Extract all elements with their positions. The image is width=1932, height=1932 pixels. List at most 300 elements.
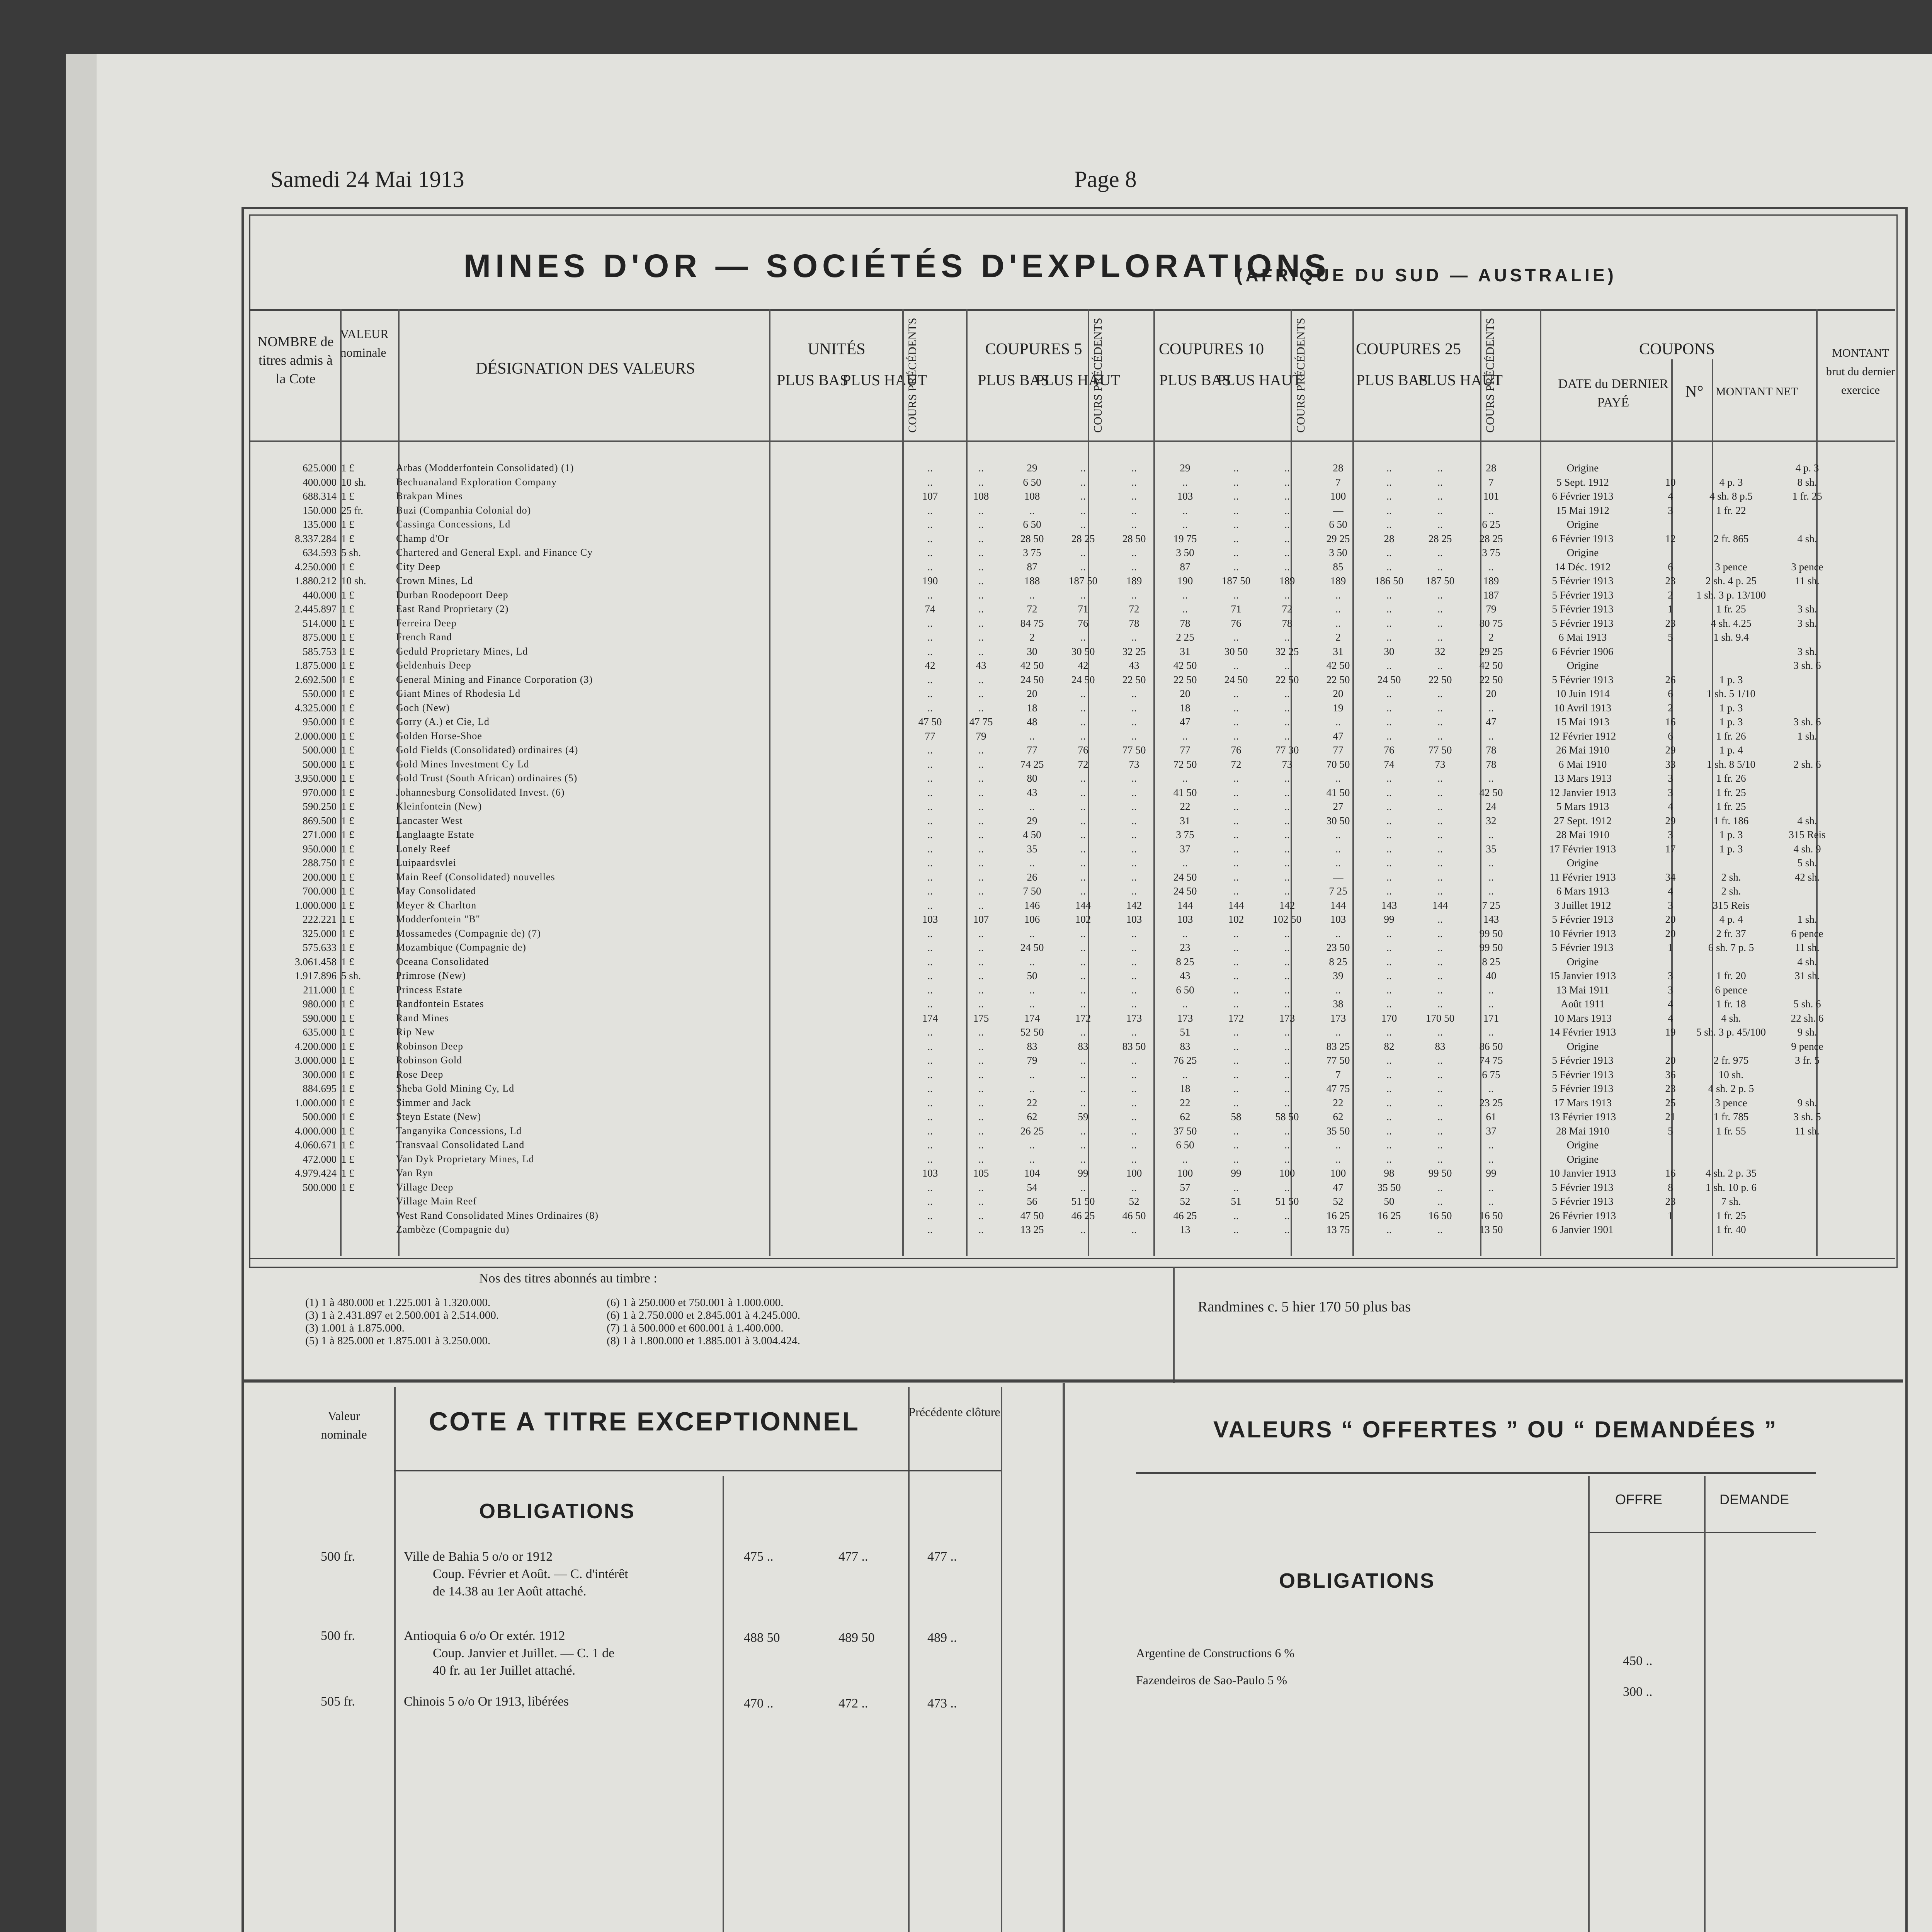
table-cell: .. — [927, 1097, 933, 1109]
table-cell: .. — [1386, 1083, 1392, 1094]
table-cell: 3 — [1668, 786, 1673, 798]
table-cell: 1 sh. 9.4 — [1713, 631, 1749, 643]
table-cell: .. — [927, 885, 933, 897]
table-cell-brut — [1770, 983, 1844, 997]
table-cell: .. — [1437, 716, 1443, 728]
table-cell: 1 £ — [341, 1068, 354, 1080]
table-cell: 74 — [1384, 758, 1395, 770]
table-cell: .. — [978, 871, 984, 883]
table-cell: .. — [927, 519, 933, 530]
table-cell: .. — [1284, 1209, 1290, 1221]
table-cell: 400.000 — [303, 476, 337, 488]
header-unites-bas: PLUS BAS — [777, 371, 849, 389]
table-cell: .. — [978, 561, 984, 573]
table-cell: .. — [1233, 998, 1239, 1010]
table-cell: 100 — [1279, 1167, 1295, 1179]
table-cell: .. — [978, 1153, 984, 1165]
table-cell: 1 £ — [341, 702, 354, 714]
table-cell: 13 50 — [1479, 1224, 1503, 1235]
table-cell: .. — [1233, 829, 1239, 840]
table-cell: 103 — [1177, 490, 1193, 502]
table-cell: .. — [1131, 1026, 1137, 1038]
table-cell: .. — [1182, 730, 1188, 742]
table-cell — [1692, 658, 1770, 673]
table-cell: .. — [1386, 1026, 1392, 1038]
table-cell: 1 £ — [341, 1040, 354, 1052]
table-cell: .. — [1029, 1139, 1035, 1151]
table-cell: 3 pence — [1715, 561, 1747, 573]
table-cell: 20 — [1665, 1054, 1676, 1066]
table-cell: 26 Mai 1910 — [1556, 744, 1609, 756]
table-cell: .. — [1233, 843, 1239, 855]
table-cell: .. — [1284, 1026, 1290, 1038]
table-cell: .. — [1386, 688, 1392, 699]
table-cell: .. — [1131, 589, 1137, 601]
table-cell: Cassinga Concessions, Ld — [396, 519, 511, 530]
table-cell: Golden Horse-Shoe — [396, 730, 482, 742]
table-cell: 76 — [1078, 617, 1088, 629]
table-cell: 144 — [1228, 899, 1244, 911]
table-cell: .. — [1437, 871, 1443, 883]
table-cell: 5 Février 1913 — [1552, 942, 1614, 953]
table-cell: .. — [1029, 984, 1035, 996]
table-cell: 173 — [1177, 1012, 1193, 1024]
table-cell: 6 Mai 1910 — [1558, 758, 1607, 770]
table-cell: 869.500 — [303, 815, 337, 827]
table-cell: Zambèze (Compagnie du) — [396, 1224, 510, 1235]
table-row — [253, 955, 1844, 969]
table-cell: 6 Mai 1913 — [1558, 631, 1607, 643]
table-cell: East Rand Proprietary (2) — [396, 603, 509, 614]
table-cell: Meyer & Charlton — [396, 899, 477, 911]
table-cell: 2 sh. 4 p. 25 — [1705, 575, 1757, 587]
table-cell: 73 — [1435, 758, 1446, 770]
cote-col-rule — [908, 1387, 910, 1932]
note-line: (3) 1.001 à 1.875.000. — [305, 1322, 405, 1334]
table-row — [253, 1110, 1844, 1124]
table-cell: 550.000 — [303, 688, 337, 699]
table-cell: 1 £ — [341, 645, 354, 657]
table-cell: .. — [1233, 942, 1239, 953]
table-cell: .. — [1182, 519, 1188, 530]
table-cell: .. — [1080, 843, 1086, 855]
table-cell: .. — [1284, 998, 1290, 1010]
table-cell-brut — [1770, 1194, 1844, 1209]
table-cell: 108 — [1024, 490, 1040, 502]
table-cell: 6 — [1668, 688, 1673, 699]
cote-col-valeur: Valeur nominale — [321, 1409, 367, 1441]
table-cell: 85 — [1333, 561, 1344, 573]
table-cell-brut: 3 sh. — [1797, 645, 1817, 657]
running-date: Samedi 24 Mai 1913 — [270, 167, 464, 192]
table-cell: 3 Juillet 1912 — [1554, 899, 1611, 911]
table-cell: 1 £ — [341, 927, 354, 939]
note-line: (3) 1 à 2.431.897 et 2.500.001 à 2.514.000. — [305, 1309, 499, 1321]
table-cell: 1 £ — [341, 716, 354, 728]
table-cell: 29 25 — [1326, 532, 1350, 544]
table-cell: .. — [1080, 998, 1086, 1010]
table-cell: .. — [1182, 772, 1188, 784]
table-cell: .. — [1233, 532, 1239, 544]
table-cell: .. — [978, 1083, 984, 1094]
cote-title: COTE A TITRE EXCEPTIONNEL — [429, 1407, 860, 1436]
table-cell: .. — [1182, 476, 1188, 488]
table-cell: 2 fr. 975 — [1713, 1054, 1749, 1066]
table-cell: — — [1333, 871, 1344, 883]
table-cell-brut — [1770, 1209, 1844, 1223]
table-cell: .. — [978, 462, 984, 474]
table-cell: 1 fr. 25 — [1716, 801, 1746, 812]
table-cell: 70 50 — [1326, 758, 1350, 770]
table-cell: .. — [978, 956, 984, 968]
offertes-col-demande: DEMANDE — [1719, 1492, 1789, 1507]
table-cell: 1 — [1668, 942, 1673, 953]
table-cell: 1 fr. 26 — [1716, 772, 1746, 784]
table-cell: 72 — [1231, 758, 1242, 770]
table-cell: .. — [1131, 1181, 1137, 1193]
table-cell: .. — [1284, 688, 1290, 699]
table-cell — [253, 1223, 339, 1237]
table-cell: .. — [1437, 1054, 1443, 1066]
table-cell: 4 — [1668, 1012, 1673, 1024]
offertes-item-offre: 450 .. — [1623, 1654, 1653, 1668]
table-cell: .. — [1131, 1054, 1137, 1066]
table-cell: 1 £ — [341, 843, 354, 855]
table-cell: 6 — [1668, 561, 1673, 573]
table-cell: .. — [1080, 829, 1086, 840]
table-cell: .. — [1437, 561, 1443, 573]
table-cell: 7 25 — [1329, 885, 1347, 897]
table-row — [253, 799, 1844, 814]
table-cell: .. — [978, 1224, 984, 1235]
table-cell: 514.000 — [303, 617, 337, 629]
table-cell-brut: 3 sh. 6 — [1793, 660, 1821, 671]
table-cell: .. — [978, 504, 984, 516]
table-cell: 1 £ — [341, 829, 354, 840]
table-cell: 980.000 — [303, 998, 337, 1010]
header-coupures10: COUPURES 10 — [1159, 340, 1264, 358]
table-cell: 39 — [1333, 970, 1344, 981]
table-cell: 1 p. 4 — [1719, 744, 1743, 756]
table-cell: .. — [978, 1054, 984, 1066]
table-cell: 28 Mai 1910 — [1556, 1125, 1609, 1137]
table-cell: Giant Mines of Rhodesia Ld — [396, 688, 521, 699]
table-cell: 104 — [1024, 1167, 1040, 1179]
table-cell: .. — [1437, 984, 1443, 996]
table-cell: General Mining and Finance Corporation (3) — [396, 673, 593, 685]
table-cell: .. — [927, 1196, 933, 1207]
table-cell: .. — [978, 1026, 984, 1038]
table-cell: .. — [978, 1040, 984, 1052]
table-cell: .. — [1284, 1181, 1290, 1193]
cote-item-bas: 475 .. — [744, 1549, 774, 1564]
table-cell: 29 — [1027, 462, 1037, 474]
table-cell — [1692, 1138, 1770, 1152]
table-cell: .. — [927, 1054, 933, 1066]
table-cell: Gold Trust (South African) ordinaires (5) — [396, 772, 578, 784]
table-cell: .. — [978, 631, 984, 643]
table-cell: .. — [978, 476, 984, 488]
table-cell: .. — [1335, 927, 1341, 939]
table-cell: 71 — [1231, 603, 1242, 615]
table-row — [253, 1039, 1844, 1054]
table-cell: 47 — [1180, 716, 1190, 728]
table-cell: 1 p. 3 — [1719, 829, 1743, 840]
table-cell-brut — [1770, 743, 1844, 757]
table-cell: .. — [1131, 1083, 1137, 1094]
table-cell: .. — [978, 998, 984, 1010]
table-cell: Gold Mines Investment Cy Ld — [396, 758, 529, 770]
table-cell: .. — [1437, 519, 1443, 530]
table-cell: .. — [1284, 885, 1290, 897]
offertes-title: VALEURS “ OFFERTES ” OU “ DEMANDÉES ” — [1213, 1417, 1778, 1442]
table-cell: Origine — [1566, 1139, 1599, 1151]
table-cell: 54 — [1027, 1181, 1037, 1193]
table-cell-brut — [1770, 701, 1844, 715]
cote-col-rule — [394, 1387, 396, 1932]
table-cell-brut — [1770, 898, 1844, 913]
table-cell: 1.917.896 — [295, 970, 337, 981]
table-cell: 144 — [1432, 899, 1448, 911]
table-cell: 83 — [1078, 1040, 1088, 1052]
table-cell: 25 — [1665, 1097, 1676, 1109]
table-bottom-rule — [249, 1258, 1895, 1259]
table-cell: .. — [1284, 589, 1290, 601]
table-row — [253, 503, 1844, 518]
table-cell: 187 50 — [1221, 575, 1251, 587]
table-cell: .. — [1386, 730, 1392, 742]
table-cell: .. — [1029, 1068, 1035, 1080]
table-cell: 4.250.000 — [295, 561, 337, 573]
table-cell: 2 — [1029, 631, 1035, 643]
table-cell: 29 25 — [1479, 645, 1503, 657]
table-cell: 52 — [1180, 1196, 1190, 1207]
table-cell: .. — [1437, 1139, 1443, 1151]
table-cell: .. — [927, 998, 933, 1010]
table-cell: .. — [1386, 984, 1392, 996]
table-cell: .. — [927, 631, 933, 643]
header-designation: DÉSIGNATION DES VALEURS — [476, 360, 695, 378]
table-cell: .. — [1233, 1125, 1239, 1137]
table-cell: 200.000 — [303, 871, 337, 883]
table-cell-brut: 3 sh. — [1797, 617, 1817, 629]
table-cell: 4 sh. 8 p.5 — [1709, 490, 1753, 502]
table-cell: 99 50 — [1479, 927, 1503, 939]
table-cell: 1 £ — [341, 1026, 354, 1038]
table-cell: Tanganyika Concessions, Ld — [396, 1125, 522, 1136]
table-cell: .. — [1131, 702, 1137, 714]
table-cell: 79 — [1027, 1054, 1037, 1066]
table-cell: 1 £ — [341, 561, 354, 573]
header-c25-bas: PLUS BAS — [1356, 371, 1428, 389]
table-cell: 83 — [1180, 1040, 1190, 1052]
table-row — [253, 1124, 1844, 1138]
table-cell: 8.337.284 — [295, 532, 337, 544]
table-cell: 6 25 — [1482, 519, 1500, 530]
table-cell: 13 Mai 1911 — [1556, 984, 1609, 996]
table-cell: 1 fr. 25 — [1716, 1209, 1746, 1221]
table-cell: 58 — [1231, 1111, 1242, 1122]
table-cell: .. — [1335, 1153, 1341, 1165]
table-cell-brut — [1770, 1068, 1844, 1082]
table-cell: 1 £ — [341, 786, 354, 798]
table-cell: 80 — [1027, 772, 1037, 784]
table-row — [253, 715, 1844, 729]
table-cell: 1 fr. 22 — [1716, 504, 1746, 516]
table-cell: 106 — [1024, 913, 1040, 925]
table-cell: 172 — [1075, 1012, 1091, 1024]
table-cell: .. — [1386, 702, 1392, 714]
table-cell: .. — [1080, 702, 1086, 714]
table-cell: .. — [1488, 1139, 1494, 1151]
table-cell: 1 £ — [341, 730, 354, 742]
table-cell: .. — [1131, 631, 1137, 643]
table-cell: 187 50 — [1425, 575, 1455, 587]
table-cell: .. — [1386, 927, 1392, 939]
note-line: (1) 1 à 480.000 et 1.225.001 à 1.320.000. — [305, 1296, 491, 1309]
table-cell: .. — [1284, 490, 1290, 502]
table-cell: 1.875.000 — [295, 660, 337, 671]
table-cell: .. — [1488, 871, 1494, 883]
table-cell: 16 25 — [1326, 1209, 1350, 1221]
table-cell: 76 — [1231, 744, 1242, 756]
table-cell: .. — [1437, 603, 1443, 615]
table-cell: 174 — [1024, 1012, 1040, 1024]
table-cell: .. — [978, 645, 984, 657]
table-row — [253, 1194, 1844, 1209]
table-cell: .. — [978, 1111, 984, 1122]
table-cell: .. — [1131, 984, 1137, 996]
table-cell: Origine — [1566, 519, 1599, 530]
table-cell: .. — [1386, 603, 1392, 615]
offertes-rule — [1136, 1472, 1816, 1474]
table-cell: Ferreira Deep — [396, 617, 457, 629]
table-cell: .. — [927, 561, 933, 573]
table-cell: Champ d'Or — [396, 532, 449, 544]
table-cell: 35 50 — [1377, 1181, 1401, 1193]
table-cell — [1649, 461, 1692, 475]
table-cell: City Deep — [396, 561, 441, 572]
table-cell: 1 — [1668, 1209, 1673, 1221]
table-cell: 1 £ — [341, 1083, 354, 1094]
table-cell-brut — [1770, 630, 1844, 645]
table-cell: 1 £ — [341, 758, 354, 770]
table-cell: 2 — [1488, 631, 1494, 643]
table-cell: 1 p. 3 — [1719, 716, 1743, 728]
table-cell: 28 50 — [1020, 532, 1044, 544]
table-cell: 5 Février 1913 — [1552, 1054, 1614, 1066]
table-cell: 1 £ — [341, 1111, 354, 1122]
table-cell-brut: 11 sh. — [1795, 1125, 1820, 1137]
running-page-number: Page 8 — [1074, 167, 1137, 192]
table-cell: .. — [1131, 504, 1137, 516]
table-cell: .. — [978, 688, 984, 699]
table-cell: .. — [1284, 561, 1290, 573]
table-cell: 18 — [1180, 1083, 1190, 1094]
table-cell: 1 £ — [341, 490, 354, 502]
table-cell: .. — [1335, 716, 1341, 728]
table-cell: 8 25 — [1329, 956, 1347, 968]
table-cell: 950.000 — [303, 843, 337, 855]
table-cell: .. — [978, 603, 984, 615]
table-cell: 10 Janvier 1913 — [1549, 1167, 1616, 1179]
table-cell: 4.979.424 — [295, 1167, 337, 1179]
table-cell: 47 — [1486, 716, 1497, 728]
table-cell: 4 — [1668, 998, 1673, 1010]
table-cell: 171 — [1483, 1012, 1499, 1024]
table-cell: 1 fr. 25 — [1716, 603, 1746, 615]
table-cell: .. — [1437, 786, 1443, 798]
table-cell: .. — [1080, 1181, 1086, 1193]
table-cell: .. — [1131, 561, 1137, 573]
table-cell: 99 — [1486, 1167, 1497, 1179]
table-cell: .. — [1080, 956, 1086, 968]
table-cell: .. — [1182, 589, 1188, 601]
table-cell: 107 — [973, 913, 989, 925]
table-cell-brut: 22 sh. 6 — [1791, 1012, 1824, 1024]
table-cell: 20 — [1665, 913, 1676, 925]
table-cell: .. — [1080, 631, 1086, 643]
table-cell: 5 Février 1913 — [1552, 1181, 1614, 1193]
table-cell: 5 — [1668, 631, 1673, 643]
table-cell: 24 50 — [1224, 673, 1248, 685]
table-cell: 35 — [1027, 843, 1037, 855]
table-cell: .. — [978, 617, 984, 629]
table-row — [253, 828, 1844, 842]
table-cell: 144 — [1075, 899, 1091, 911]
cote-item-name: Ville de Bahia 5 o/o or 1912 — [404, 1549, 553, 1564]
table-cell: 1 £ — [341, 899, 354, 911]
table-row — [253, 1053, 1844, 1068]
table-cell: .. — [1080, 815, 1086, 827]
table-cell: 35 50 — [1326, 1125, 1350, 1137]
table-cell: 7 25 — [1482, 899, 1500, 911]
header-c5-haut: PLUS HAUT — [1036, 371, 1120, 389]
table-cell: .. — [1284, 786, 1290, 798]
table-cell: .. — [1131, 1224, 1137, 1235]
table-cell: 77 — [1180, 744, 1190, 756]
cote-item-haut: 472 .. — [838, 1696, 868, 1711]
table-cell: 700.000 — [303, 885, 337, 897]
table-cell: 4 sh. 2 p. 5 — [1708, 1083, 1754, 1094]
table-cell: 72 — [1027, 603, 1037, 615]
table-cell: Origine — [1566, 660, 1599, 671]
table-cell: .. — [1437, 490, 1443, 502]
table-cell: .. — [978, 744, 984, 756]
table-cell: Robinson Gold — [396, 1054, 463, 1066]
table-cell: 99 50 — [1428, 1167, 1452, 1179]
table-cell: .. — [1488, 1026, 1494, 1038]
table-cell: .. — [1284, 1083, 1290, 1094]
table-cell: 1 fr. 186 — [1713, 815, 1749, 827]
table-cell: .. — [1131, 730, 1137, 742]
table-cell: .. — [1335, 843, 1341, 855]
table-cell: .. — [1386, 1054, 1392, 1066]
table-cell: .. — [1080, 1054, 1086, 1066]
table-cell: .. — [1080, 1153, 1086, 1165]
table-cell: 42 — [925, 660, 935, 671]
table-cell: French Rand — [396, 631, 452, 643]
table-cell: .. — [1284, 730, 1290, 742]
table-cell: .. — [1233, 956, 1239, 968]
cote-col-rule — [1001, 1387, 1002, 1932]
table-cell: 107 — [922, 490, 938, 502]
table-cell: 1 £ — [341, 617, 354, 629]
table-cell: .. — [1233, 1181, 1239, 1193]
table-cell: 100 — [1330, 1167, 1346, 1179]
table-cell: 73 — [1129, 758, 1139, 770]
table-cell: 58 50 — [1275, 1111, 1299, 1122]
